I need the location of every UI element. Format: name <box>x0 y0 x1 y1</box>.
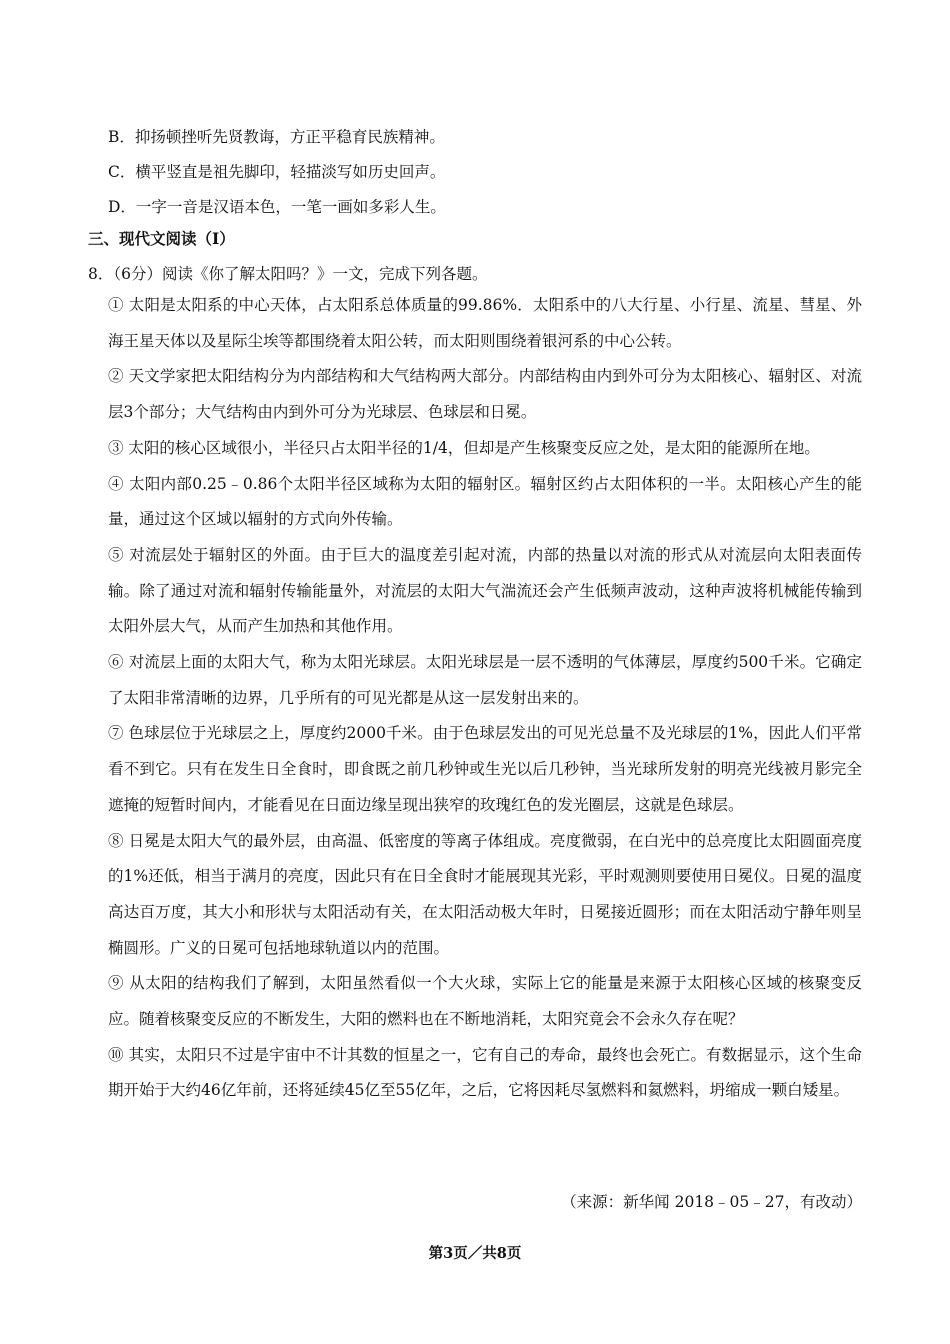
paragraph-10: ⑩ 其实，太阳只不过是宇宙中不计其数的恒星之一，它有自己的寿命，最终也会死亡。有数据显示，这个生命期开始于大约46亿年前，还将延续45亿至55亿年，之后，它将因耗尽氢燃料和氦燃料，坍缩成一颗白矮星。 <box>108 1045 862 1100</box>
paragraph-4: ④ 太阳内部0.25﹣0.86个太阳半径区域称为太阳的辐射区。辐射区约占太阳体积的一半。太阳核心产生的能量，通过这个区域以辐射的方式向外传输。 <box>108 474 862 529</box>
paragraph-7: ⑦ 色球层位于光球层之上，厚度约2000千米。由于色球层发出的可见光总量不及光球层的1%，因此人们平常看不到它。只有在发生日全食时，即食既之前几秒钟或生光以后几秒钟，当光球所发射的明亮光线被月影完全遮掩的短暂时间内，才能看见在日面边缘呈现出狭窄的玫瑰红色的发光圈层，这就是色球层。 <box>108 724 862 814</box>
paragraph-8: ⑧ 日冕是太阳大气的最外层，由高温、低密度的等离子体组成。亮度微弱，在白光中的总亮度比太阳圆面亮度的1%还低，相当于满月的亮度，因此只有在日全食时才能展现其光彩，平时观测则要使用日冕仪。日冕的温度高达百万度，其大小和形状与太阳活动有关，在太阳活动极大年时，日冕接近圆形；而在太阳活动宁静年则呈椭圆形。广义的日冕可包括地球轨道以内的范围。 <box>108 831 862 957</box>
option-d: D．一字一音是汉语本色，一笔一画如多彩人生。 <box>108 198 446 216</box>
paragraph-6: ⑥ 对流层上面的太阳大气，称为太阳光球层。太阳光球层是一层不透明的气体薄层，厚度约500千米。它确定了太阳非常清晰的边界，几乎所有的可见光都是从这一层发射出来的。 <box>108 653 862 707</box>
paragraph-1: ① 太阳是太阳系的中心天体，占太阳系总体质量的99.86%．太阳系中的八大行星、小行星、流星、彗星、外海王星天体以及星际尘埃等都围绕着太阳公转，而太阳则围绕着银河系的中心公转。 <box>108 296 862 350</box>
paragraph-9: ⑨ 从太阳的结构我们了解到，太阳虽然看似一个大火球，实际上它的能量是来源于太阳核心区域的核聚变反应。随着核聚变反应的不断发生，大阳的燃料也在不断地消耗，太阳究竟会不会永久存在呢？ <box>108 974 862 1029</box>
page-footer: 第3页／共8页 <box>428 1245 522 1262</box>
option-c: C．横平竖直是祖先脚印，轻描淡写如历史回声。 <box>108 163 446 181</box>
paragraph-3: ③ 太阳的核心区域很小，半径只占太阳半径的1/4，但却是产生核聚变反应之处，是太阳的能源所在地。 <box>108 438 820 457</box>
source-citation: （来源：新华闻 2018﹣05﹣27，有改动） <box>561 1193 862 1211</box>
paragraph-5: ⑤ 对流层处于辐射区的外面。由于巨大的温度差引起对流，内部的热量以对流的形式从对流层向太阳表面传输。除了通过对流和辐射传输能量外，对流层的太阳大气湍流还会产生低频声波动，这种声波将机械能传输到太阳外层大气，从而产生加热和其他作用。 <box>108 545 862 636</box>
option-b: B．抑扬顿挫听先贤教诲，方正平稳育民族精神。 <box>108 128 445 146</box>
reading-passage <box>108 288 862 1109</box>
paragraph-2: ② 天文学家把太阳结构分为内部结构和大气结构两大部分。内部结构由内到外可分为太阳核心、辐射区、对流层3个部分；大气结构由内到外可分为光球层、色球层和日冕。 <box>108 367 862 422</box>
question-8: 8．（6分）阅读《你了解太阳吗？》一文，完成下列各题。 <box>88 265 488 283</box>
section-title: 三、现代文阅读（Ⅰ） <box>88 229 235 248</box>
